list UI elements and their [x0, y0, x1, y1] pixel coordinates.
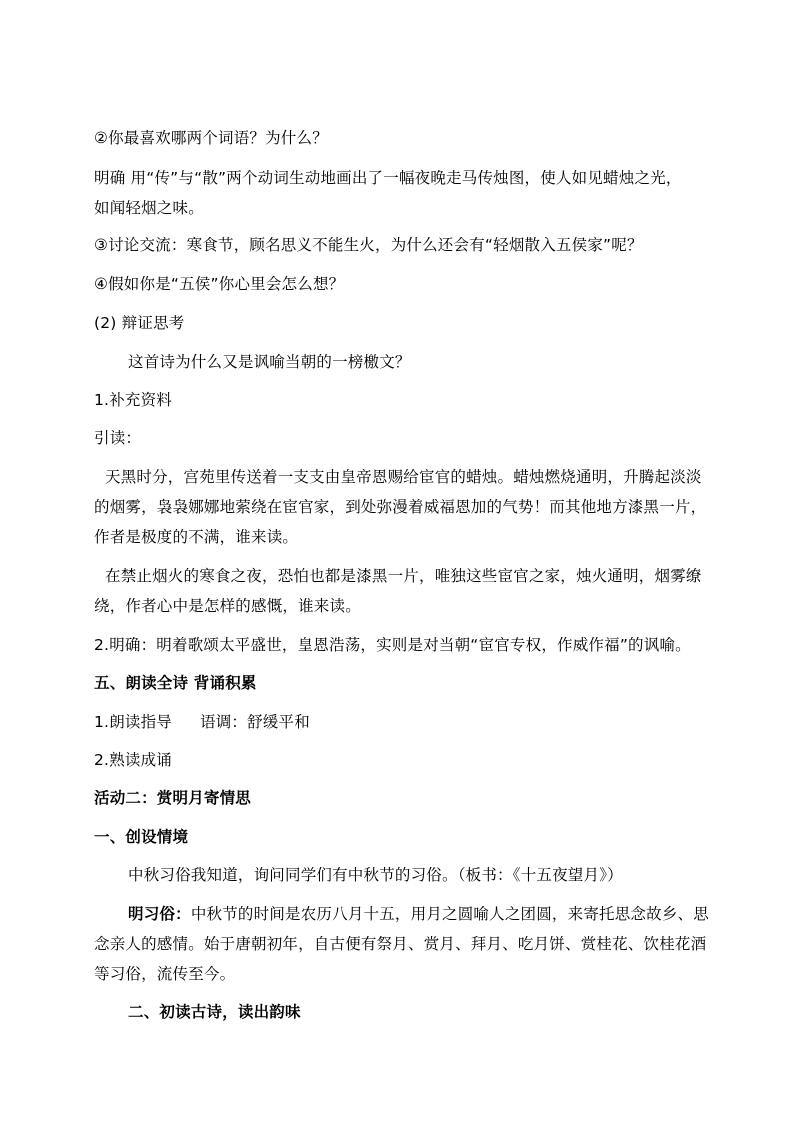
paragraph-2-line-2: 绕，作者心中是怎样的感慨，谁来读。: [94, 597, 361, 615]
guided-reading-label: 引读：: [94, 429, 142, 447]
custom-line-3: 等习俗，流传至今。: [94, 965, 236, 983]
supplementary-heading: 1.补充资料: [94, 391, 172, 409]
reading-guide-item: 1.朗读指导: [94, 713, 172, 731]
heading-one: 一、创设情境: [94, 828, 189, 846]
paragraph-1-line-2: 的烟雾，袅袅娜娜地萦绕在宦官家，到处弥漫着威福恩加的气势！而其他地方漆黑一片，: [94, 498, 707, 516]
paragraph-1-line-1: 天黑时分，宫苑里传送着一支支由皇帝恩赐给宦官的蜡烛。蜡烛燃烧通明，升腾起淡淡: [105, 468, 702, 486]
custom-label: 明习俗：: [128, 905, 191, 923]
question-2: ②你最喜欢哪两个词语？为什么？: [94, 129, 328, 147]
heading-two: 二、初读古诗，读出韵味: [128, 1003, 301, 1021]
answer-1-line-2: 如闻轻烟之味。: [94, 199, 204, 217]
paragraph-2-line-1: 在禁止烟火的寒食之夜，恐怕也都是漆黑一片，唯独这些宦官之家，烛火通明，烟雾缭: [105, 567, 702, 585]
question-3: ③讨论交流：寒食节，顾名思义不能生火，为什么还会有“轻烟散入五侯家”呢？: [94, 236, 643, 254]
question-4: ④假如你是“五侯”你心里会怎么想？: [94, 275, 345, 293]
custom-line-1: [128, 904, 758, 924]
intro-line: 中秋习俗我知道，询问同学们有中秋节的习俗。（板书：《十五夜望月》）: [128, 866, 623, 884]
section-question: 这首诗为什么又是讽喻当朝的一榜檄文？: [128, 353, 411, 371]
activity-two-heading: 活动二：赏明月寄情思: [94, 789, 252, 807]
heading-five: 五、朗读全诗 背诵积累: [94, 674, 257, 692]
section-dialectical-thinking: (2) 辩证思考: [94, 314, 185, 332]
custom-line-2: 念亲人的感情。始于唐朝初年，自古便有祭月、赏月、拜月、吃月饼、赏桂花、饮桂花酒: [94, 935, 707, 953]
answer-2: 2.明确：明着歌颂太平盛世，皇恩浩荡，实则是对当朝“宦官专权，作威作福”的讽喻。: [94, 636, 691, 654]
tone-note: 语调：舒缓平和: [200, 713, 310, 731]
custom-text-1: 中秋节的时间是农历八月十五，用月之圆喻人之团圆，来寄托思念故乡、思: [190, 905, 709, 923]
paragraph-1-line-3: 作者是极度的不满，谁来读。: [94, 528, 299, 546]
answer-1-line-1: 明确 用“传”与“散”两个动词生动地画出了一幅夜晚走马传烛图，使人如见蜡烛之光，: [94, 169, 682, 187]
memorize-item: 2.熟读成诵: [94, 751, 172, 769]
reading-guide-row: [94, 712, 724, 732]
